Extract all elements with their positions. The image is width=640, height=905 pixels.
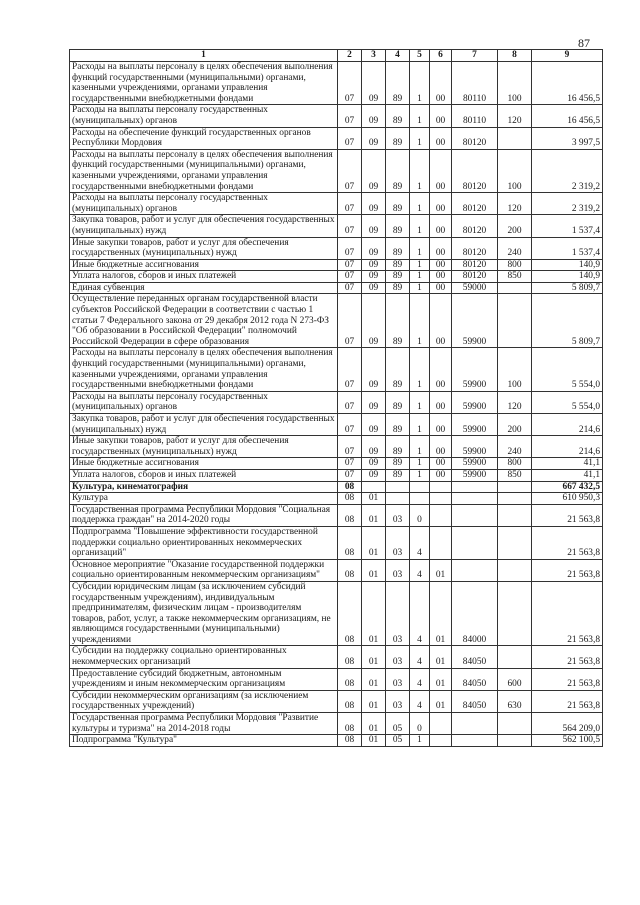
expense-type-code: 240 [498, 436, 532, 458]
amount: 41,1 [532, 469, 603, 481]
expense-type-code: 100 [498, 348, 532, 391]
table-row [70, 526, 603, 559]
column-header: 4 [386, 50, 410, 62]
table-row [70, 458, 603, 470]
direction-code: 84050 [452, 690, 498, 712]
subsection-code: 09 [362, 62, 386, 105]
subsection-code [362, 481, 386, 493]
section-code: 07 [338, 237, 362, 259]
event-code [430, 504, 452, 526]
subsection-code: 09 [362, 469, 386, 481]
table-row [70, 735, 603, 747]
row-name: Субсидии некоммерческим организациям (за исключением государственных учреждений) [70, 690, 338, 712]
table-row [70, 149, 603, 192]
table-row [70, 105, 603, 127]
amount: 610 950,3 [532, 493, 603, 505]
program-code: 03 [386, 646, 410, 668]
subsection-code: 01 [362, 559, 386, 581]
amount: 16 456,5 [532, 105, 603, 127]
subprogram-code: 4 [410, 526, 430, 559]
table-row [70, 690, 603, 712]
section-code: 07 [338, 348, 362, 391]
direction-code: 80120 [452, 271, 498, 283]
program-code: 03 [386, 526, 410, 559]
section-code: 08 [338, 690, 362, 712]
expense-type-code [498, 646, 532, 668]
row-name: Государственная программа Республики Мордовия "Социальная поддержка граждан" на 2014-2020 годы [70, 504, 338, 526]
amount: 21 563,8 [532, 581, 603, 646]
subprogram-code: 1 [410, 259, 430, 271]
subsection-code: 09 [362, 414, 386, 436]
program-code: 89 [386, 282, 410, 294]
row-name: Уплата налогов, сборов и иных платежей [70, 271, 338, 283]
program-code: 89 [386, 259, 410, 271]
direction-code: 84050 [452, 646, 498, 668]
section-code: 07 [338, 436, 362, 458]
expense-type-code [498, 735, 532, 747]
subsection-code: 09 [362, 271, 386, 283]
amount: 562 100,5 [532, 735, 603, 747]
subprogram-code: 1 [410, 193, 430, 215]
direction-code: 80110 [452, 105, 498, 127]
section-code: 08 [338, 559, 362, 581]
program-code: 03 [386, 690, 410, 712]
section-code: 08 [338, 493, 362, 505]
direction-code [452, 504, 498, 526]
direction-code: 59000 [452, 282, 498, 294]
row-name: Расходы на обеспечение функций государственных органов Республики Мордовия [70, 127, 338, 149]
program-code: 89 [386, 391, 410, 413]
expense-type-code: 800 [498, 458, 532, 470]
expense-type-code: 200 [498, 414, 532, 436]
amount: 1 537,4 [532, 237, 603, 259]
direction-code: 80120 [452, 127, 498, 149]
amount: 5 809,7 [532, 294, 603, 348]
row-name: Расходы на выплаты персоналу государственных (муниципальных) органов [70, 105, 338, 127]
program-code: 89 [386, 193, 410, 215]
program-code: 89 [386, 237, 410, 259]
column-header: 2 [338, 50, 362, 62]
budget-table [69, 49, 603, 747]
subsection-code: 01 [362, 690, 386, 712]
subprogram-code: 1 [410, 391, 430, 413]
section-code: 08 [338, 668, 362, 690]
direction-code: 80120 [452, 259, 498, 271]
row-name: Единая субвенция [70, 282, 338, 294]
row-name: Расходы на выплаты персоналу в целях обеспечения выполнения функций государственными (муниципальными) органами, казенными учреждениями, органами управления государственными внебюджетными фондами [70, 348, 338, 391]
subprogram-code: 0 [410, 504, 430, 526]
row-name: Уплата налогов, сборов и иных платежей [70, 469, 338, 481]
program-code: 89 [386, 271, 410, 283]
direction-code [452, 481, 498, 493]
row-name: Расходы на выплаты персоналу государственных (муниципальных) органов [70, 193, 338, 215]
event-code: 00 [430, 414, 452, 436]
event-code [430, 735, 452, 747]
row-name: Закупка товаров, работ и услуг для обеспечения государственных (муниципальных) нужд [70, 414, 338, 436]
event-code [430, 713, 452, 735]
section-code: 07 [338, 62, 362, 105]
amount: 2 319,2 [532, 149, 603, 192]
event-code: 00 [430, 282, 452, 294]
section-code: 07 [338, 469, 362, 481]
section-code: 07 [338, 149, 362, 192]
subprogram-code: 1 [410, 215, 430, 237]
section-code: 07 [338, 391, 362, 413]
amount: 16 456,5 [532, 62, 603, 105]
expense-type-code: 120 [498, 391, 532, 413]
subprogram-code: 4 [410, 646, 430, 668]
subprogram-code: 1 [410, 414, 430, 436]
program-code: 89 [386, 149, 410, 192]
subsection-code: 09 [362, 105, 386, 127]
subprogram-code [410, 481, 430, 493]
table-row [70, 713, 603, 735]
amount: 140,9 [532, 271, 603, 283]
program-code: 05 [386, 713, 410, 735]
section-code: 07 [338, 458, 362, 470]
event-code: 00 [430, 348, 452, 391]
event-code: 00 [430, 271, 452, 283]
subprogram-code: 4 [410, 690, 430, 712]
event-code: 01 [430, 559, 452, 581]
program-code: 03 [386, 559, 410, 581]
direction-code: 80120 [452, 237, 498, 259]
subsection-code: 09 [362, 149, 386, 192]
amount: 41,1 [532, 458, 603, 470]
event-code: 00 [430, 149, 452, 192]
subsection-code: 09 [362, 215, 386, 237]
program-code: 89 [386, 436, 410, 458]
table-row [70, 193, 603, 215]
table-row [70, 127, 603, 149]
subprogram-code: 1 [410, 735, 430, 747]
subsection-code: 09 [362, 391, 386, 413]
row-name: Иные закупки товаров, работ и услуг для обеспечения государственных (муниципальных) нужд [70, 436, 338, 458]
expense-type-code [498, 526, 532, 559]
row-name: Предоставление субсидий бюджетным, автономным учреждениям и иным некоммерческим организациям [70, 668, 338, 690]
direction-code: 59900 [452, 391, 498, 413]
direction-code: 80120 [452, 193, 498, 215]
direction-code: 59900 [452, 348, 498, 391]
table-row [70, 559, 603, 581]
section-code: 08 [338, 735, 362, 747]
table-row [70, 493, 603, 505]
section-code: 08 [338, 481, 362, 493]
event-code: 01 [430, 668, 452, 690]
direction-code: 80120 [452, 215, 498, 237]
event-code: 00 [430, 62, 452, 105]
program-code: 03 [386, 504, 410, 526]
table-row [70, 504, 603, 526]
expense-type-code [498, 481, 532, 493]
amount: 21 563,8 [532, 559, 603, 581]
event-code: 01 [430, 690, 452, 712]
program-code: 89 [386, 127, 410, 149]
event-code: 00 [430, 105, 452, 127]
subsection-code: 09 [362, 193, 386, 215]
expense-type-code [498, 493, 532, 505]
program-code: 89 [386, 62, 410, 105]
expense-type-code [498, 559, 532, 581]
amount: 3 997,5 [532, 127, 603, 149]
table-row [70, 436, 603, 458]
subsection-code: 09 [362, 282, 386, 294]
subprogram-code: 4 [410, 559, 430, 581]
row-name: Субсидии на поддержку социально ориентированных некоммерческих организаций [70, 646, 338, 668]
table-row [70, 294, 603, 348]
expense-type-code: 600 [498, 668, 532, 690]
program-code: 89 [386, 414, 410, 436]
subsection-code: 01 [362, 581, 386, 646]
event-code: 00 [430, 259, 452, 271]
event-code [430, 526, 452, 559]
column-header: 1 [70, 50, 338, 62]
column-header: 3 [362, 50, 386, 62]
subsection-code: 01 [362, 735, 386, 747]
program-code: 89 [386, 348, 410, 391]
event-code: 01 [430, 646, 452, 668]
subsection-code: 09 [362, 259, 386, 271]
row-name: Осуществление переданных органам государственной власти субъектов Российской Федерации в соответствии с частью 1 статьи 7 Федерального закона от 29 декабря 2012 года N 273-ФЗ "Об образовании в Российской Федерации" полномочий Российской Федерации в сфере образования [70, 294, 338, 348]
expense-type-code: 800 [498, 259, 532, 271]
table-row [70, 271, 603, 283]
subsection-code: 01 [362, 646, 386, 668]
amount: 564 209,0 [532, 713, 603, 735]
row-name: Расходы на выплаты персоналу государственных (муниципальных) органов [70, 391, 338, 413]
expense-type-code [498, 127, 532, 149]
section-code: 07 [338, 259, 362, 271]
event-code: 00 [430, 436, 452, 458]
table-row [70, 581, 603, 646]
expense-type-code [498, 282, 532, 294]
row-name: Субсидии юридическим лицам (за исключением субсидий государственным учреждениям), индивидуальным предпринимателям, физическим лицам - производителям товаров, работ, услуг, а также некоммерческим организациям, не являющимся государственными (муниципальными) учреждениями [70, 581, 338, 646]
row-name: Подпрограмма "Культура" [70, 735, 338, 747]
program-code: 89 [386, 294, 410, 348]
subprogram-code: 1 [410, 282, 430, 294]
table-row [70, 237, 603, 259]
program-code: 05 [386, 735, 410, 747]
table-row [70, 469, 603, 481]
direction-code: 59900 [452, 436, 498, 458]
direction-code [452, 735, 498, 747]
event-code: 00 [430, 458, 452, 470]
amount: 140,9 [532, 259, 603, 271]
expense-type-code: 120 [498, 105, 532, 127]
column-header: 5 [410, 50, 430, 62]
section-code: 07 [338, 271, 362, 283]
subprogram-code: 1 [410, 127, 430, 149]
row-name: Государственная программа Республики Мордовия "Развитие культуры и туризма" на 2014-2018 годы [70, 713, 338, 735]
amount: 214,6 [532, 436, 603, 458]
expense-type-code: 630 [498, 690, 532, 712]
expense-type-code: 120 [498, 193, 532, 215]
row-name: Основное мероприятие "Оказание государственной поддержки социально ориентированным некоммерческим организациям" [70, 559, 338, 581]
amount: 5 554,0 [532, 348, 603, 391]
amount: 2 319,2 [532, 193, 603, 215]
program-code: 03 [386, 581, 410, 646]
subsection-code: 01 [362, 493, 386, 505]
program-code [386, 493, 410, 505]
table-row [70, 348, 603, 391]
event-code: 00 [430, 294, 452, 348]
event-code: 00 [430, 391, 452, 413]
amount: 21 563,8 [532, 646, 603, 668]
subprogram-code: 1 [410, 149, 430, 192]
event-code [430, 493, 452, 505]
subsection-code: 09 [362, 348, 386, 391]
subprogram-code: 4 [410, 581, 430, 646]
direction-code: 59900 [452, 458, 498, 470]
row-name: Иные закупки товаров, работ и услуг для обеспечения государственных (муниципальных) нужд [70, 237, 338, 259]
subprogram-code: 0 [410, 713, 430, 735]
direction-code: 59900 [452, 414, 498, 436]
amount: 1 537,4 [532, 215, 603, 237]
event-code [430, 481, 452, 493]
section-code: 08 [338, 646, 362, 668]
expense-type-code [498, 581, 532, 646]
expense-type-code: 240 [498, 237, 532, 259]
event-code: 01 [430, 581, 452, 646]
direction-code [452, 493, 498, 505]
program-code: 89 [386, 469, 410, 481]
table-row [70, 414, 603, 436]
amount: 5 554,0 [532, 391, 603, 413]
subsection-code: 09 [362, 458, 386, 470]
expense-type-code [498, 504, 532, 526]
subprogram-code: 1 [410, 348, 430, 391]
direction-code: 84050 [452, 668, 498, 690]
subprogram-code: 4 [410, 668, 430, 690]
table-row [70, 282, 603, 294]
direction-code: 59900 [452, 469, 498, 481]
subprogram-code: 1 [410, 271, 430, 283]
subprogram-code: 1 [410, 105, 430, 127]
table-row [70, 646, 603, 668]
subprogram-code: 1 [410, 294, 430, 348]
expense-type-code: 850 [498, 469, 532, 481]
table-row [70, 259, 603, 271]
row-name: Иные бюджетные ассигнования [70, 259, 338, 271]
expense-type-code [498, 713, 532, 735]
direction-code: 84000 [452, 581, 498, 646]
table-row [70, 215, 603, 237]
section-code: 07 [338, 282, 362, 294]
amount: 21 563,8 [532, 668, 603, 690]
event-code: 00 [430, 469, 452, 481]
expense-type-code: 100 [498, 149, 532, 192]
table-row [70, 668, 603, 690]
row-name: Иные бюджетные ассигнования [70, 458, 338, 470]
amount: 5 809,7 [532, 282, 603, 294]
expense-type-code: 200 [498, 215, 532, 237]
section-code: 08 [338, 526, 362, 559]
event-code: 00 [430, 237, 452, 259]
program-code: 89 [386, 105, 410, 127]
header-row [70, 50, 603, 62]
program-code: 89 [386, 458, 410, 470]
section-code: 07 [338, 127, 362, 149]
event-code: 00 [430, 215, 452, 237]
program-code [386, 481, 410, 493]
subsection-code: 09 [362, 237, 386, 259]
expense-type-code [498, 294, 532, 348]
column-header: 7 [452, 50, 498, 62]
column-header: 8 [498, 50, 532, 62]
section-code: 07 [338, 215, 362, 237]
direction-code [452, 713, 498, 735]
expense-type-code: 850 [498, 271, 532, 283]
expense-type-code: 100 [498, 62, 532, 105]
section-code: 07 [338, 294, 362, 348]
row-name: Культура [70, 493, 338, 505]
row-name: Культура, кинематография [70, 481, 338, 493]
amount: 21 563,8 [532, 690, 603, 712]
subprogram-code: 1 [410, 458, 430, 470]
section-code: 07 [338, 105, 362, 127]
subsection-code: 01 [362, 713, 386, 735]
table-row [70, 481, 603, 493]
direction-code [452, 559, 498, 581]
event-code: 00 [430, 127, 452, 149]
event-code: 00 [430, 193, 452, 215]
column-header: 6 [430, 50, 452, 62]
amount: 214,6 [532, 414, 603, 436]
direction-code: 80120 [452, 149, 498, 192]
table-row [70, 62, 603, 105]
section-code: 07 [338, 193, 362, 215]
program-code: 03 [386, 668, 410, 690]
page-number: 87 [578, 36, 590, 50]
subprogram-code: 1 [410, 469, 430, 481]
row-name: Подпрограмма "Повышение эффективности государственной поддержки социально ориентированных некоммерческих организаций" [70, 526, 338, 559]
amount: 21 563,8 [532, 504, 603, 526]
section-code: 08 [338, 581, 362, 646]
subprogram-code [410, 493, 430, 505]
subprogram-code: 1 [410, 62, 430, 105]
direction-code [452, 526, 498, 559]
subsection-code: 09 [362, 127, 386, 149]
row-name: Закупка товаров, работ и услуг для обеспечения государственных (муниципальных) нужд [70, 215, 338, 237]
table-row [70, 391, 603, 413]
column-header: 9 [532, 50, 603, 62]
row-name: Расходы на выплаты персоналу в целях обеспечения выполнения функций государственными (муниципальными) органами, казенными учреждениями, органами управления государственными внебюджетными фондами [70, 62, 338, 105]
row-name: Расходы на выплаты персоналу в целях обеспечения выполнения функций государственными (муниципальными) органами, казенными учреждениями, органами управления государственными внебюджетными фондами [70, 149, 338, 192]
subsection-code: 01 [362, 504, 386, 526]
section-code: 07 [338, 414, 362, 436]
direction-code: 59900 [452, 294, 498, 348]
subprogram-code: 1 [410, 237, 430, 259]
subsection-code: 09 [362, 436, 386, 458]
section-code: 08 [338, 504, 362, 526]
program-code: 89 [386, 215, 410, 237]
subprogram-code: 1 [410, 436, 430, 458]
subsection-code: 01 [362, 668, 386, 690]
direction-code: 80110 [452, 62, 498, 105]
amount: 667 432,5 [532, 481, 603, 493]
section-code: 08 [338, 713, 362, 735]
subsection-code: 01 [362, 526, 386, 559]
amount: 21 563,8 [532, 526, 603, 559]
subsection-code: 09 [362, 294, 386, 348]
